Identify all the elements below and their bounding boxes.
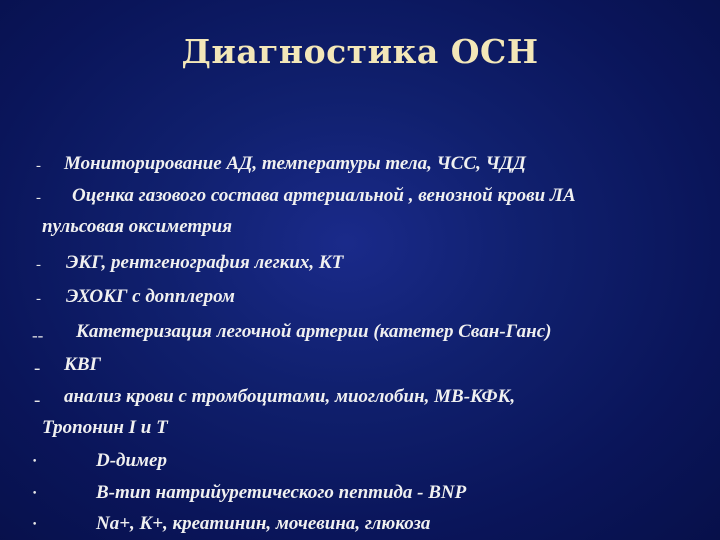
list-item-pulse-oximetry: пульсовая оксиметрия [42, 216, 233, 237]
list-item-kvg: КВГ [64, 354, 102, 375]
list-item-blood-analysis: анализ крови с тромбоцитами, миоглобин, МВ-КФК, [64, 386, 516, 407]
list-item-catheterization: Катетеризация легочной артерии (катетер Сван-Ганс) [76, 321, 552, 342]
slide-title: Диагностика ОСН [181, 32, 539, 71]
list-item-blood-gas: Оценка газового состава артериальной , венозной крови ЛА [72, 185, 576, 206]
list-item-d-dimer: D-димер [96, 450, 167, 471]
list-item-monitoring: Мониторирование АД, температуры тела, ЧСС, ЧДД [64, 153, 526, 174]
list-item-ecg: ЭКГ, рентгенография легких, КТ [66, 252, 344, 273]
bullet-icon: • [32, 489, 38, 499]
bullet-icon: • [32, 457, 38, 467]
line-marker: - [36, 291, 41, 307]
line-marker: - [34, 390, 41, 411]
bullet-icon: • [32, 520, 38, 530]
list-item-echo: ЭХОКГ с допплером [66, 286, 235, 307]
line-marker: -- [32, 326, 44, 345]
list-item-bnp: B-тип натрийуретического пептида - BNP [96, 482, 467, 503]
line-marker: - [36, 158, 41, 174]
list-item-troponin: Тропонин I и T [42, 417, 168, 438]
list-item-electrolytes: Na+, K+, креатинин, мочевина, глюкоза [96, 513, 431, 534]
line-marker: - [36, 190, 41, 206]
line-marker: - [34, 358, 41, 379]
line-marker: - [36, 257, 41, 273]
